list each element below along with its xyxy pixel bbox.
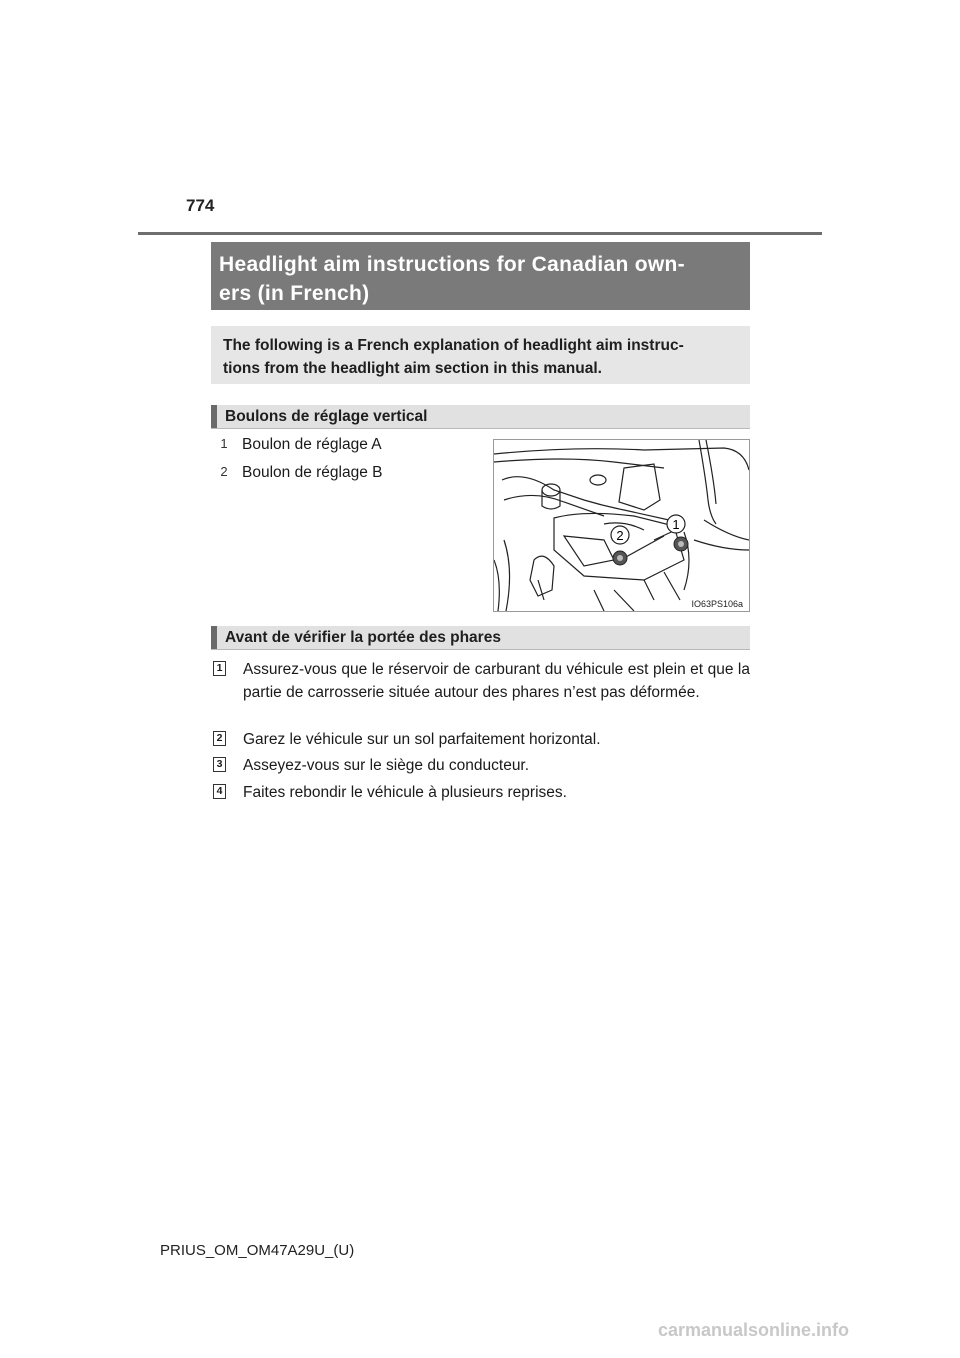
section-heading-text: Boulons de réglage vertical	[225, 408, 428, 425]
step-number-badge: 4	[213, 784, 226, 799]
page-title-line-1: Headlight aim instructions for Canadian own-	[219, 253, 685, 276]
step-item	[213, 658, 750, 704]
callout-number-icon: 1	[220, 436, 228, 451]
page-title	[219, 250, 742, 308]
intro-box	[211, 326, 750, 384]
callout-label: Boulon de réglage B	[242, 464, 383, 481]
watermark: carmanualsonline.info	[658, 1320, 850, 1340]
step-number-badge: 1	[213, 661, 226, 676]
intro-line-1: The following is a French explanation of headlight aim instruc-	[223, 337, 684, 354]
document-id-footer: PRIUS_OM_OM47A29U_(U)	[160, 1242, 355, 1259]
section-heading-vertical-bolts	[211, 405, 750, 429]
header-rule	[138, 232, 822, 235]
engine-bay-line-art	[494, 440, 749, 611]
headlight-adjusting-bolts-illustration	[493, 439, 750, 612]
section-heading-before-checking	[211, 626, 750, 650]
step-number-badge: 3	[213, 757, 226, 772]
step-text: Faites rebondir le véhicule à plusieurs reprises.	[243, 784, 567, 801]
step-text: Garez le véhicule sur un sol parfaitement horizontal.	[243, 731, 601, 748]
figure-marker-1: 1	[672, 517, 680, 532]
step-text: Asseyez-vous sur le siège du conducteur.	[243, 757, 530, 774]
figure-code: IO63PS106a	[691, 599, 743, 609]
intro-text	[223, 334, 740, 380]
step-item	[213, 781, 750, 804]
intro-line-2: tions from the headlight aim section in this manual.	[223, 360, 602, 377]
step-item	[213, 728, 750, 751]
page-number: 774	[186, 196, 215, 215]
callout-label: Boulon de réglage A	[242, 436, 382, 453]
section-heading-text: Avant de vérifier la portée des phares	[225, 629, 501, 646]
callout-number-icon: 2	[220, 464, 228, 479]
step-number-badge: 2	[213, 731, 226, 746]
figure-marker-2: 2	[616, 528, 624, 543]
step-text: Assurez-vous que le réservoir de carburant du véhicule est plein et que la partie de carrosserie située autour des phares n’est pas déformée.	[243, 661, 750, 701]
step-item	[213, 754, 750, 777]
page-title-line-2: ers (in French)	[219, 282, 370, 305]
section-title-bar	[211, 242, 750, 310]
